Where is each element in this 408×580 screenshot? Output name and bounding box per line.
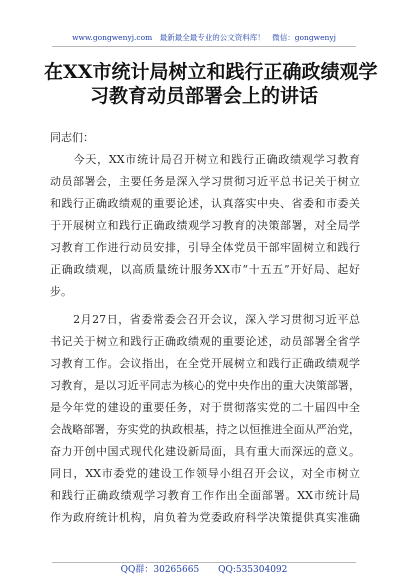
paragraph-2 [50,309,360,529]
footer-divider [52,562,356,563]
paragraph-line: 2月27日，省委常委会召开会议，深入学习贯彻习近平总 [50,313,360,326]
header-text: www.gongwenyj.com 最新最全最专业的公文资料库！ 微信：gongwenyj [72,33,336,42]
paragraph-line: 同日，XX市委党的建设工作领导小组召开会议，对全市树立 [50,467,360,480]
paragraph-line: 和践行正确政绩观学习教育工作作出全面部署。XX市统计局 [50,489,360,502]
page-footer [0,566,408,575]
paragraph-line: 习教育，是以习近平同志为核心的党中央作出的重大决策部署， [50,379,360,392]
paragraph-line: 奋力开创中国式现代化建设新局面，具有重大而深远的意义。 [50,445,360,458]
title-line-1: 在XX市统计局树立和践行正确政绩观学 [44,61,378,83]
footer-qq-contact: QQ:535304092 [218,565,288,575]
header-divider [52,46,356,47]
paragraph-line: 会战略部署，夯实党的执政根基，持之以恒推进全面从严治党， [50,423,360,436]
paragraph-line: 书记关于树立和践行正确政绩观的重要论述，动员部署全省学 [50,335,360,348]
paragraph-line: 步。 [50,285,72,298]
paragraph-line: 是今年党的建设的重要任务，对于贯彻落实党的二十届四中全 [50,401,360,414]
paragraph-line: 正确政绩观，以高质量统计服务XX市“十五五”开好局、起好 [50,263,360,276]
paragraph-line: 习教育工作。会议指出，在全党开展树立和践行正确政绩观学 [50,357,360,370]
salutation: 同志们： [50,131,94,144]
paragraph-line: 今天，XX市统计局召开树立和践行正确政绩观学习教育 [50,153,360,166]
paragraph-1 [50,149,360,303]
paragraph-line: 动员部署会，主要任务是深入学习贯彻习近平总书记关于树立 [50,175,360,188]
page-header [0,0,408,46]
paragraph-line: 和践行正确政绩观的重要论述，认真落实中央、省委和市委关 [50,197,360,210]
document-title [44,60,378,108]
paragraph-line: 作为政府统计机构，肩负着为党委政府科学决策提供真实准确 [50,511,360,524]
paragraph-line: 于开展树立和践行正确政绩观学习教育的决策部署，对全局学 [50,219,360,232]
title-line-2: 习教育动员部署会上的讲话 [89,85,318,107]
paragraph-line: 习教育工作进行动员安排，引导全体党员干部牢固树立和践行 [50,241,360,254]
document-body [50,127,360,535]
footer-qq-group: QQ群：30265665 [120,565,200,575]
